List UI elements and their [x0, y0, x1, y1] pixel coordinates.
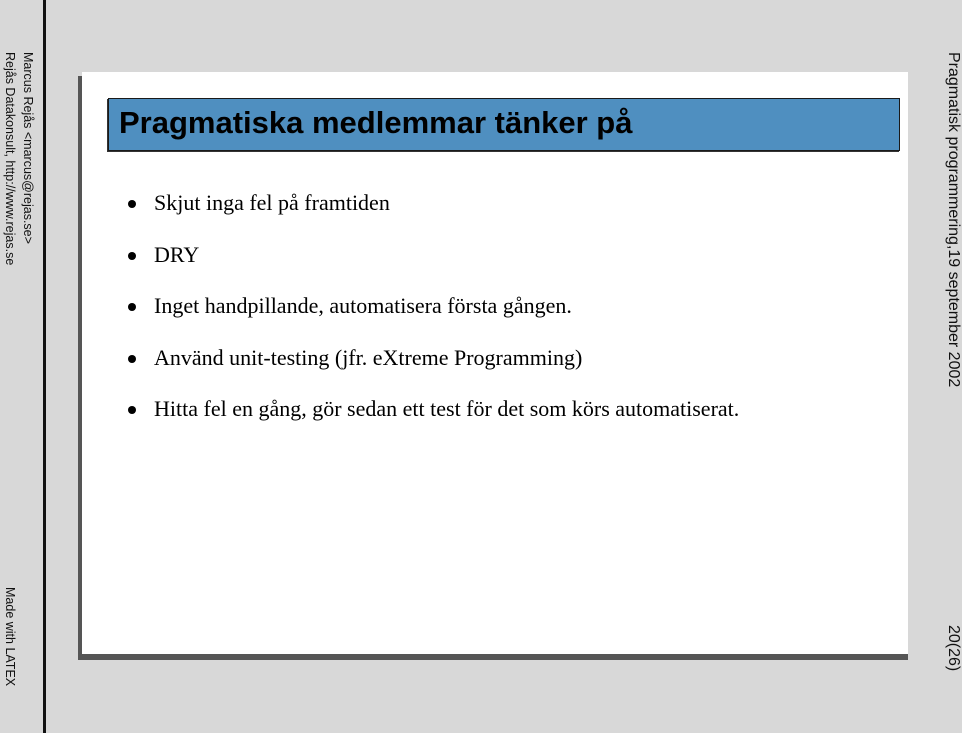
left-divider: [43, 0, 46, 733]
slide-title-bar: [108, 98, 900, 151]
bullet-icon: [128, 406, 136, 414]
bullet-text: Hitta fel en gång, gör sedan ett test för det som körs automatiserat.: [154, 396, 740, 421]
bullet-icon: [128, 355, 136, 363]
made-with-latex: Made with LATEX: [3, 587, 17, 687]
bullet-text: Använd unit-testing (jfr. eXtreme Programming): [154, 344, 583, 370]
slide-title: Pragmatiska medlemmar tänker på: [119, 105, 633, 140]
talk-title: Pragmatisk programmering,19 september 2002: [945, 52, 962, 388]
author-line: Marcus Rejås <marcus@rejas.se>: [21, 52, 35, 244]
bullet-icon: [128, 252, 136, 260]
bullet-text: DRY: [154, 241, 200, 267]
bullet-icon: [128, 303, 136, 311]
page-number: 20(26): [945, 625, 962, 672]
bullet-text: Inget handpillande, automatisera första gången.: [154, 293, 572, 318]
bullet-icon: [128, 200, 136, 208]
company-line: Rejås Datakonsult, http://www.rejas.se: [3, 52, 17, 266]
bullet-text: Skjut inga fel på framtiden: [154, 190, 390, 215]
